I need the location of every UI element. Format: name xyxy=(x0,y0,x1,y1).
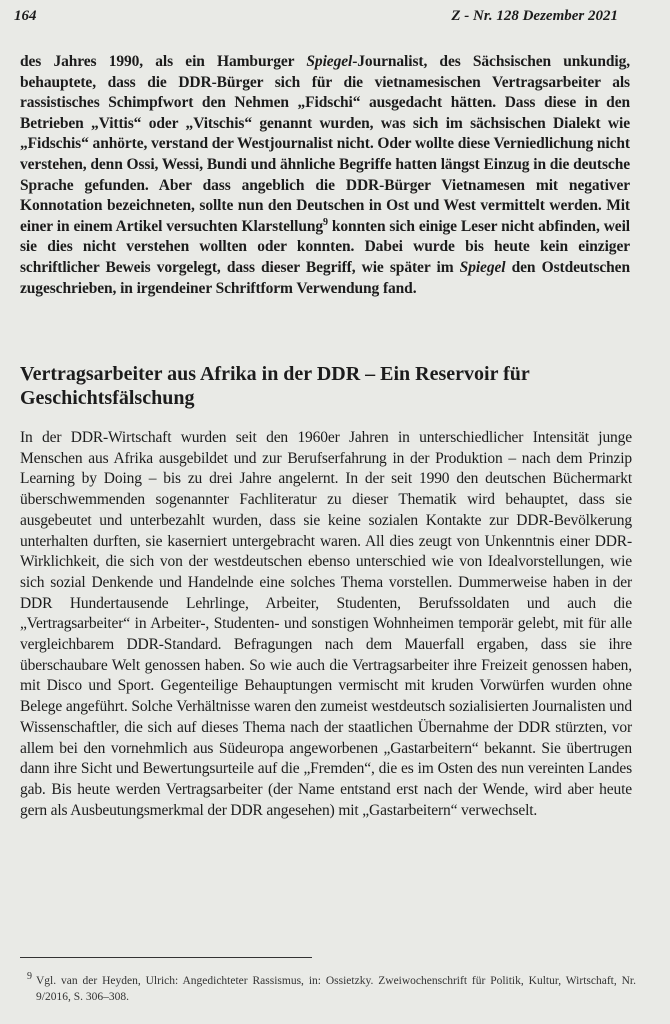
page-number: 164 xyxy=(14,8,37,24)
footnote-divider xyxy=(20,957,312,958)
intro-paragraph: des Jahres 1990, als ein Hamburger Spiegel-Journalist, des Sächsischen unkundig, behauptete, dass die DDR-Bürger sich für die vietnamesischen Vertragsarbeiter als rassistisches Schimpfwort den Nehmen „Fidschi“ ausgedacht hätten. Dass diese in den Betrieben „Vittis“ oder „Vitschis“ genannt wurden, was sich im sächsischen Dialekt wie „Fidschis“ anhörte, verstand der Westjournalist nicht. Oder wollte diese Verniedlichung nicht verstehen, denn Ossi, Wessi, Bundi und ähnliche Begriffe hatten längst Einzug in die deutsche Sprache gefunden. Aber dass angeblich die DDR-Bürger Vietnamesen mit negativer Konnotation bezeichneten, sollte nun den Deutschen in Ost und West vermittelt werden. Mit einer in einem Artikel versuchten Klarstellung$^9$ konnten sich einige Leser nicht abfinden, weil sie dies nicht verstehen wollten oder konnten. Dabei wurde bis heute kein einziger schriftlicher Beweis vorgelegt, dass dieser Begriff, wie später im Spiegel den Ostdeutschen zugeschrieben, in irgendeiner Schriftform Verwendung fand. xyxy=(20,53,630,297)
emphasis-spiegel-2: Spiegel xyxy=(459,258,506,276)
footnote-reference: 9 xyxy=(323,216,328,228)
emphasis-spiegel: Spiegel xyxy=(306,53,353,70)
footnote-text: Vgl. van der Heyden, Ulrich: Angedichteter Rassismus, in: Ossietzky. Zweiwochenschrift für Politik, Kultur, Wirtschaft, Nr. 9/2016, S. 306–308. xyxy=(36,975,636,1003)
page-header xyxy=(14,8,618,25)
section-body: In der DDR-Wirtschaft wurden seit den 1960er Jahren in unterschiedlicher Intensität junge Menschen aus Afrika ausgebildet und zur Berufserfahrung in der Produktion – nach dem Prinzip Learning by Doing – bis zu drei Jahre angelernt. In der seit 1990 den deutschen Büchermarkt überschwemmenden sogenannter Fachliteratur zu dieser Thematik wird behauptet, dass sie ausgebeutet und unterbezahlt wurden, dass sie keine sozialen Kontakte zur DDR-Bevölkerung unterhalten durften, sie kaserniert untergebracht waren. All dies zeugt von Unkenntnis einer DDR-Wirklichkeit, die sich von der westdeutschen ebenso unterschied wie von Idealvorstellungen, wie sich sozial Denkende und Handelnde eine solches Thema vorstellen. Dummerweise haben in der DDR Hundertausende Lehrlinge, Arbeiter, Studenten, Berufssoldaten und auch die „Vertragsarbeiter“ in Arbeiter-, Studenten- und sonstigen Wohnheimen temporär gelebt, mit für alle vergleichbarem DDR-Standard. Befragungen nach dem Mauerfall ergaben, dass sie ihre überschaubare Welt genossen haben. So wie auch die Vertragsarbeiter ihre Freizeit genossen haben, mit Disco und Sport. Gegenteilige Behauptungen vermischt mit kruden Vorwürfen wurden ohne Belege angeführt. Solche Verhältnisse waren den zumeist westdeutsch sozialisierten Journalisten und Wissenschaftler, die sich auf dieses Thema nach der staatlichen Übernahme der DDR stürzten, vor allem bei den vornehmlich aus Südeuropa angeworbenen „Gastarbeitern“ bekannt. Sie übertrugen dann ihre Sicht und Bewertungsurteile auf die „Fremden“, die es im Osten des nun vereinten Landes gab. Bis heute werden Vertragsarbeiter (der Name entstand erst nach der Wende, wird aber heute gern als Ausbeutungsmerkmal der DDR angesehen) mit „Gastarbeitern“ verwechselt. xyxy=(20,429,633,819)
footnote-number: 9 xyxy=(27,971,32,982)
section-heading: Vertragsarbeiter aus Afrika in der DDR – Ein Reservoir für Geschichtsfälschung xyxy=(20,363,530,409)
footnote xyxy=(27,971,636,1005)
journal-issue: Z - Nr. 128 Dezember 2021 xyxy=(451,8,618,24)
